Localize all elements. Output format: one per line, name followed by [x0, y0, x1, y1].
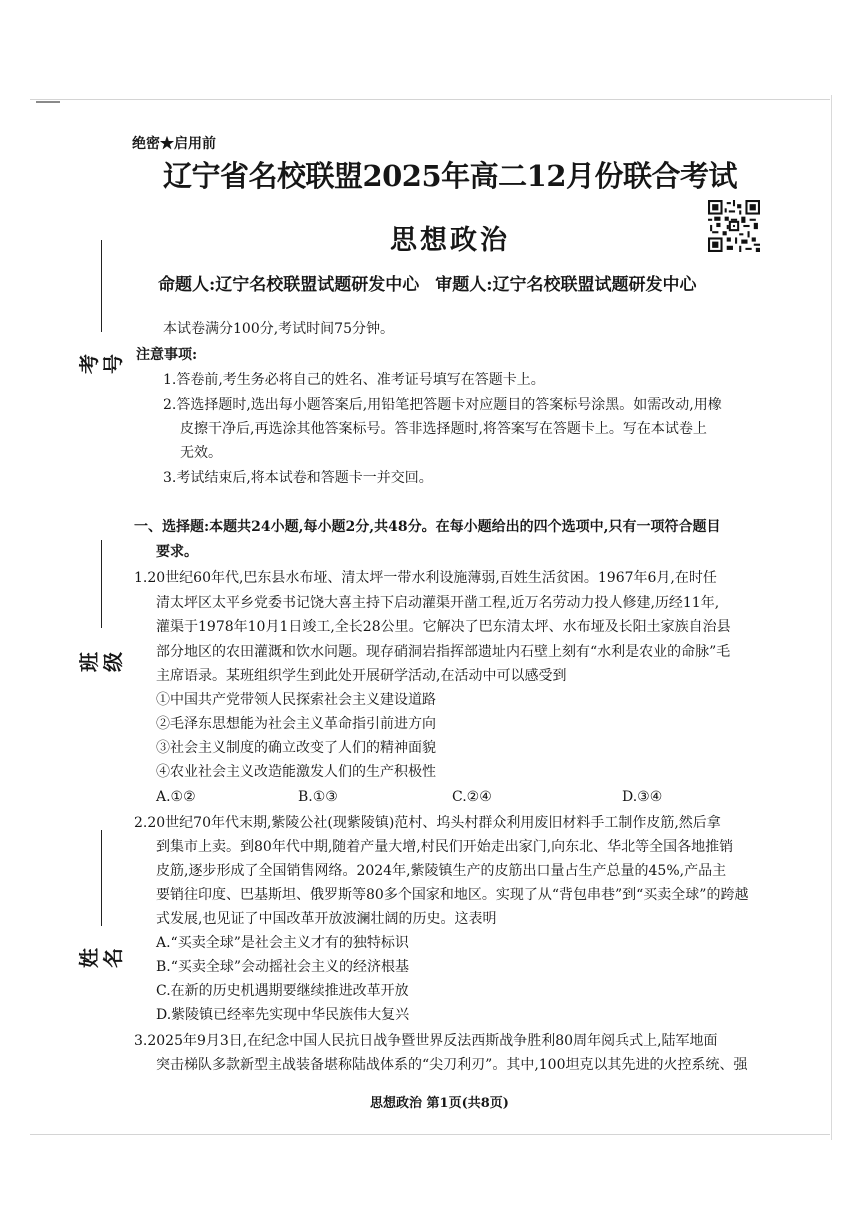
- note-item: 皮擦干净后,再选涂其他答案标号。答非选择题时,将答案写在答题卡上。写在本试卷上: [180, 421, 707, 437]
- qr-code-icon: [708, 200, 760, 252]
- q2-text: 皮筋,逐步形成了全国销售网络。2024年,紫陵镇生产的皮筋出口量占生产总量的45%,产品主: [156, 863, 727, 879]
- section-heading: 一、选择题:本题共24小题,每小题2分,共48分。在每小题给出的四个选项中,只有一项符合题目: [134, 519, 721, 535]
- q1-option-a: A.①②: [156, 789, 196, 805]
- q1-statement: ③社会主义制度的确立改变了人们的精神面貌: [156, 740, 436, 756]
- field-line: [101, 540, 102, 628]
- q3-text: 突击梯队多款新型主战装备堪称陆战体系的“尖刀利刃”。其中,100坦克以其先进的火控系统、强: [156, 1057, 748, 1073]
- q3-text: 3.2025年9月3日,在纪念中国人民抗日战争暨世界反法西斯战争胜利80周年阅兵式上,陆军地面: [134, 1033, 718, 1049]
- scan-mark: [36, 101, 60, 103]
- note-item: 2.答选择题时,选出每小题答案后,用铅笔把答题卡对应题目的答案标号涂黑。如需改动,用橡: [163, 397, 722, 413]
- q1-statement: ②毛泽东思想能为社会主义革命指引前进方向: [156, 716, 436, 732]
- q2-text: 2.20世纪70年代末期,紫陵公社(现紫陵镇)范村、坞头村群众利用废旧材料手工制作皮筋,然后拿: [134, 815, 721, 831]
- field-line: [101, 830, 102, 926]
- q2-text: 式发展,也见证了中国改革开放波澜壮阔的历史。这表明: [156, 911, 497, 927]
- section-heading-cont: 要求。: [156, 544, 198, 560]
- setter-label: 命题人:辽宁名校联盟试题研发中心: [158, 275, 420, 295]
- q2-text: 到集市上卖。到80年代中期,随着产量大增,村民们开始走出家门,向东北、华北等全国各地推销: [156, 839, 734, 855]
- q1-text: 1.20世纪60年代,巴东县水布垭、清太坪一带水利设施薄弱,百姓生活贫困。1967年6月,在时任: [134, 570, 717, 586]
- q1-text: 部分地区的农田灌溉和饮水问题。现存硝洞岩指挥部遗址内石壁上刻有“水利是农业的命脉”毛: [156, 644, 731, 660]
- field-name[interactable]: [77, 830, 125, 980]
- authors-line: [158, 270, 697, 295]
- exam-title: 辽宁省名校联盟2025年高二12月份联合考试: [162, 159, 738, 193]
- q1-option-d: D.③④: [622, 789, 663, 805]
- q1-option-c: C.②④: [452, 789, 492, 805]
- q1-option-b: B.①③: [298, 789, 338, 805]
- scan-border-bottom: [30, 1134, 830, 1135]
- field-label: 姓名: [77, 948, 125, 968]
- scan-border-right: [831, 95, 832, 1140]
- secrecy-label: 绝密★启用前: [132, 136, 216, 152]
- q2-text: 要销往印度、巴基斯坦、俄罗斯等80多个国家和地区。实现了从“背包串巷”到“买卖全球”的跨越: [156, 887, 749, 903]
- field-class[interactable]: [77, 540, 125, 680]
- reviewer-label: 审题人:辽宁名校联盟试题研发中心: [435, 275, 697, 295]
- q1-statement: ①中国共产党带领人民探索社会主义建设道路: [156, 692, 436, 708]
- q2-option-a: A.“买卖全球”是社会主义才有的独特标识: [156, 935, 409, 951]
- q2-option-d: D.紫陵镇已经率先实现中华民族伟大复兴: [156, 1007, 410, 1023]
- field-label: 考号: [77, 354, 125, 374]
- scan-border-top: [30, 99, 830, 100]
- field-line: [101, 240, 102, 332]
- note-item: 3.考试结束后,将本试卷和答题卡一并交回。: [163, 470, 433, 486]
- q2-option-c: C.在新的历史机遇期要继续推进改革开放: [156, 983, 409, 999]
- q1-text: 清太坪区太平乡党委书记饶大喜主持下启动灌渠开凿工程,近万名劳动力投人修建,历经11年,: [156, 595, 720, 611]
- notes-heading: 注意事项:: [136, 347, 198, 363]
- q1-statement: ④农业社会主义改造能激发人们的生产积极性: [156, 764, 436, 780]
- field-label: 班级: [77, 652, 125, 672]
- q1-text: 灌渠于1978年10月1日竣工,全长28公里。它解决了巴东清太坪、水布垭及长阳土家族自治县: [156, 619, 731, 635]
- exam-intro: 本试卷满分100分,考试时间75分钟。: [163, 321, 394, 337]
- page-footer: 思想政治 第1页(共8页): [370, 1096, 509, 1111]
- q2-option-b: B.“买卖全球”会动摇社会主义的经济根基: [156, 959, 410, 975]
- q1-text: 主席语录。某班组织学生到此处开展研学活动,在活动中可以感受到: [156, 668, 567, 684]
- note-item: 1.答卷前,考生务必将自己的姓名、准考证号填写在答题卡上。: [163, 372, 545, 388]
- subject-title: 思想政治: [390, 225, 510, 256]
- note-item: 无效。: [180, 445, 222, 461]
- field-exam-number[interactable]: [77, 240, 125, 380]
